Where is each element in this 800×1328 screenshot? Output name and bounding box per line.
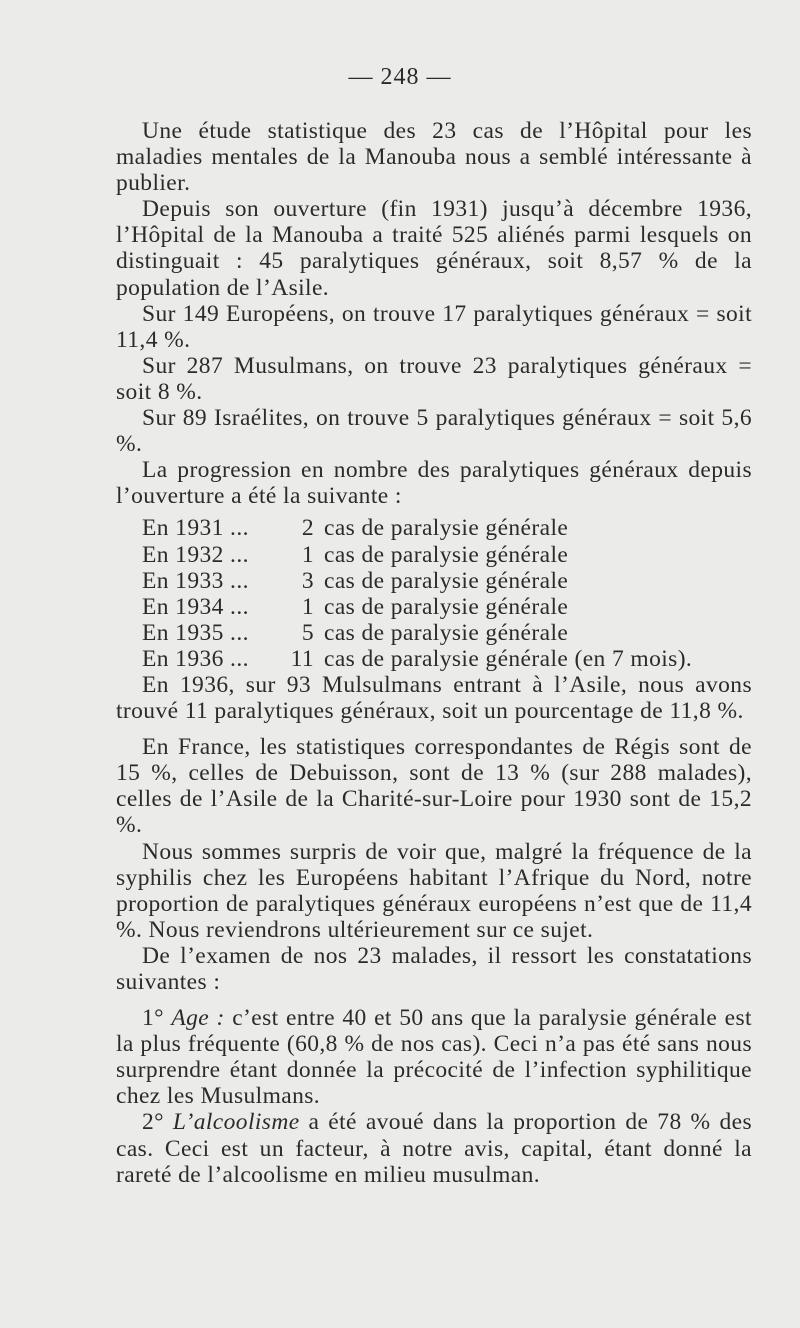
paragraph: Sur 149 Européens, on trouve 17 paralytiques généraux = soit 11,4 %. (116, 300, 752, 353)
year-count: 1 (301, 593, 314, 620)
item-title: Age : (171, 1005, 225, 1032)
paragraph: Sur 89 Israélites, on trouve 5 paralytiques généraux = soit 5,6 %. (116, 405, 752, 458)
item-number: 2° (142, 1109, 164, 1136)
item-text: c’est entre 40 et 50 ans que la paralysie générale est la plus fréquente (60,8 % de nos cas). Ceci n’a pas été sans nous surprendre étant donnée la précocité de l’infection syphilitique chez les Musulmans. (116, 1005, 752, 1110)
item-title: L’alcoolisme (172, 1109, 300, 1136)
year-desc: cas de paralysie générale (324, 515, 569, 542)
paragraph: Sur 287 Musulmans, on trouve 23 paralytiques généraux = soit 8 %. (116, 352, 752, 405)
item-text: a été avoué dans la proportion de 78 % des cas. Ceci est un facteur, à notre avis, capital, étant donné la rareté de l’alcoolisme en milieu musulman. (116, 1109, 752, 1188)
year-row (116, 620, 752, 646)
year-label: En 1934 ... (142, 593, 249, 620)
paragraph-age (116, 1005, 752, 1109)
year-row (116, 542, 752, 568)
year-count: 2 (301, 515, 314, 542)
body-text (116, 118, 752, 1188)
year-label: En 1931 ... (142, 515, 249, 542)
year-count: 5 (301, 619, 314, 646)
year-count: 11 (290, 645, 314, 672)
year-desc: cas de paralysie générale (324, 567, 569, 594)
year-label: En 1935 ... (142, 619, 249, 646)
paragraph: En 1936, sur 93 Mulsulmans entrant à l’Asile, nous avons trouvé 11 paralytiques généraux, soit un pourcentage de 11,8 %. (116, 671, 752, 725)
year-label: En 1933 ... (142, 567, 249, 594)
year-desc: cas de paralysie générale (324, 619, 569, 646)
page-number: — 248 — (348, 64, 452, 90)
paragraph: Depuis son ouverture (fin 1931) jusqu’à décembre 1936, l’Hôpital de la Manouba a traité 525 aliénés parmi lesquels on distinguait : 45 paralytiques généraux, soit 8,57 % de la population de l’Asile. (116, 196, 752, 301)
paragraph: En France, les statistiques correspondantes de Régis sont de 15 %, celles de Debuisson, sont de 13 % (sur 288 malades), celles de l’Asile de la Charité-sur-Loire pour 1930 sont de 15,2 %. (116, 734, 752, 839)
year-label: En 1932 ... (142, 541, 249, 568)
year-row (116, 646, 752, 672)
year-row (116, 594, 752, 620)
year-row (116, 568, 752, 594)
paragraph: Une étude statistique des 23 cas de l’Hôpital pour les maladies mentales de la Manouba nous a semblé intéressante à publier. (116, 118, 752, 197)
paragraph: De l’examen de nos 23 malades, il ressort les constatations suivantes : (116, 942, 752, 995)
year-desc: cas de paralysie générale (324, 593, 569, 620)
paragraph-alcoolisme (116, 1109, 752, 1187)
year-desc: cas de paralysie générale (en 7 mois). (324, 645, 693, 672)
year-row (116, 515, 752, 541)
paragraph: La progression en nombre des paralytiques généraux depuis l’ouverture a été la suivante : (116, 457, 752, 510)
year-list (116, 515, 752, 672)
year-desc: cas de paralysie générale (324, 541, 569, 568)
paragraph: Nous sommes surpris de voir que, malgré la fréquence de la syphilis chez les Européens habitant l’Afrique du Nord, notre proportion de paralytiques généraux européens n’est que de 11,4 %. Nous reviendrons ultérieurement sur ce sujet. (116, 838, 752, 943)
year-count: 1 (301, 541, 314, 568)
year-count: 3 (301, 567, 314, 594)
year-label: En 1936 ... (142, 645, 249, 672)
item-number: 1° (142, 1005, 164, 1032)
